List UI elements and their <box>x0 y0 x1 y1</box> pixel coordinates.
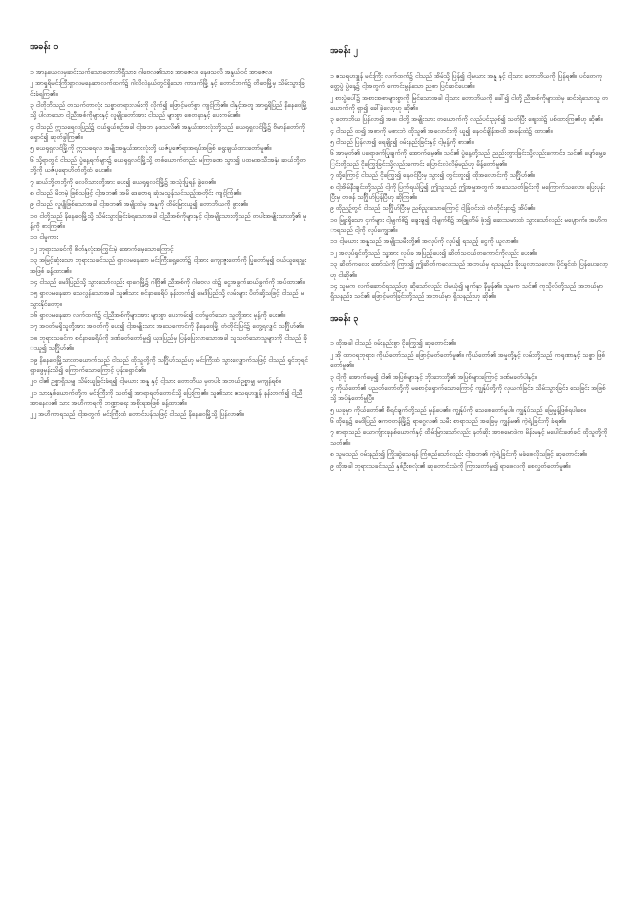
verse-list <box>30 67 308 420</box>
verse: ၁၀ ငါတို့သည် နိနေဝေမြို့သို့ သိမ်းသွားခြင်းခံရသောအခါ ငါ့ညီအစ်ကိုများနှင့် ငါ့အမျိုးသားတို့သည် တပါးအမျိုးသားတို့၏ မုန့်ကို စားကြ၏။ <box>30 211 307 231</box>
chapter-title: အခန်း ၁ <box>30 42 59 52</box>
verse: ၉ ထိုညဉ့်တွင် ငါသည် သင်္ဂြိုဟ်ပြီးမှ ညစ်ညူးသောကြောင့် ငါ့ခြံဝင်းထဲ တံတိုင်းနား၌ အိပ်၏။ <box>330 204 536 213</box>
verse: ၂၁ သားနှစ်ယောက်တို့က မင်းကြီးကို သတ်၍ အာရာရတ်တောင်သို့ ပြေးကြ၏။ သူ၏သား ဧသရဟဒ္ဒုန် နန်းတက်၍ ငါ့ညီ အာနေလ၏ သား အဟိကာရကို ဘဏ္ဍာရေး အစိုးရအဖြစ် ခန့်ထား၏။ <box>30 388 303 408</box>
chapter-block <box>30 42 308 420</box>
verse: ၁၃ ဆိတ်ကလေး အော်သံကို ကြား၍ ဤဆိတ်ကလေးသည် အဘယ်မှ ရသနည်း၊ ခိုးယူလာသလော၊ ပိုင်ရှင်ထံ ပြန်ပေးလော့ဟု ငါဆို၏။ <box>330 260 608 279</box>
verse: ၁၂ အလုပ်ရှင်တို့သည် သူ့အား လုပ်ခ အပြည့်ပေး၍ ဆိတ်သငယ်တကောင်ကိုလည်း ပေး၏။ <box>330 248 537 257</box>
verse: ၆ သို့ရာတွင် ငါသည် ပွဲနေ့ရက်များ၌ ယေရုရှလင်မြို့သို့ တစ်ယောက်တည်း မကြာခဏ သွား၍ ပထမအသီးအနှံ၊ ဆယ်ဘို့တဘို့ကို ယဇ်ပုရောဟိတ်တို့ထံ ပေး၏။ <box>30 155 306 175</box>
chapter-block <box>330 314 608 471</box>
verse: ၇ ထို့ကြောင့် ငါသည် ငိုကြွေး၍ နေဝင်ပြီးမှ သွား၍ တွင်းတူး၍ ထိုအလောင်းကို သင်္ဂြိုဟ်၏။ <box>330 171 535 180</box>
verse: ၃ တောဘိယ ပြန်လာ၍ အဖ၊ ငါတို့ အမျိုးသား တယောက်ကို လည်ပင်းညှစ်၍ သတ်ပြီး ဈေးထဲ၌ ပစ်ထားကြ၏ဟု ဆို၏။ <box>330 115 603 124</box>
verse: ၁ ဧသရဟဒ္ဒုန် မင်းကြီး လက်ထက်၌ ငါသည် အိမ်သို့ ပြန်၍ ငါ့မယား အန္န နှင့် ငါ့သား တောဘိယကို ပြန်ရ၏။ ပင်တေကုတ္တေပွဲ ပွဲနေ့၌ ငါ့အတွက် ကောင်းမွန်သော ညစာ ပြင်ဆင်ပေး၏။ <box>330 71 602 91</box>
verse: ၁၂ ဘုရားသခင်ကို စိတ်နှလုံးအကြွင်းမဲ့ အောက်မေ့သောကြောင့် <box>30 244 174 253</box>
verse: ၄ ကိုယ်တော်၏ ပညတ်တော်တို့ကို မစောင့်ရှောက်သောကြောင့် ကျွန်ုပ်တို့ကို လုယက်ခြင်း၊ သိမ်းသွားခြင်း၊ သေခြင်း အဖြစ်သို့ အပ်နှံတော်မူပြီ။ <box>330 383 606 403</box>
verse: ၄ ငါသည် ဣသရေလပြည်၌ ငယ်ရွယ်စဉ်အခါ ငါ့အဘ နဖသလိ၏ အနွယ်အားလုံးတို့သည် ယေရုရှလင်မြို့၌ ဗိမာန်တော်ကို ရှောင်၍ ဆုတ်ခွါကြ၏။ <box>30 122 306 142</box>
verse: ၂ အို ထာဝရဘုရား၊ ကိုယ်တော်သည် ဖြောင့်မတ်တော်မူ၏။ ကိုယ်တော်၏ အမှုတို့နှင့် လမ်းတို့သည် ကရုဏာနှင့် သစ္စာ ဖြစ်တော်မူ၏။ <box>330 350 606 370</box>
verse: ၅ ယခုမှာ ကိုယ်တော်၏ စီရင်ချက်တို့သည် မှန်ပေ၏။ ကျွန်ုပ်ကို သေစေတော်မူပါ။ ကျွန်ုပ်သည် မြေမှုန့်ဖြစ်ရပါစေ။ <box>330 405 586 414</box>
verse: ၁၆ ရှာလမနေဆာ လက်ထက်၌ ငါ့ညီအစ်ကိုများအား များစွာ ပေးကမ်း၍ ငတ်မွတ်သော သူတို့အား မုန့်ကို ပေး၏။ <box>30 311 286 320</box>
verse: ၅ ယေရုရှလင်မြို့ကို ဣသရေလ အမျိုးအနွယ်အားလုံးတို့ ယဇ်ပူဇော်ရာအရပ်အဖြစ် ရွေးချယ်ထားတော်မူ၏။ <box>30 144 272 153</box>
chapter-title: အခန်း ၂ <box>330 46 358 56</box>
verse: ၁၄ သူမက လက်ဆောင်ရသည်ဟု ဆိုသော်လည်း ငါမယုံ၍ မျက်နှာ နီမှုန်၏။ သူမက သင်၏ ကုသိုလ်တို့သည် အဘယ်မှာ ရှိသနည်း၊ သင်၏ ဖြောင့်မတ်ခြင်းတို့သည် အဘယ်မှာ ရှိသနည်းဟု ဆို၏။ <box>330 281 603 301</box>
verse: ၈ သူမသည် ဝမ်းနည်း၍ ကြိုးဆွဲသေရန် ကြံစည်သော်လည်း ငါ့အဘ၏ ကဲ့ရဲ့ခြင်းကို မခံစေလိုသဖြင့် ဆုတောင်း၏။ <box>330 450 587 459</box>
verse: ၁၈ ဘုရားသခင်က စင်နာခေရိပ်ကို ဒဏ်ခတ်တော်မူ၍ ယုဒပြည်မှ ပြန်ပြေးလာသောအခါ သူသတ်သောသူများကို ငါသည် ခိုးယူ၍ သင်္ဂြိုဟ်၏။ <box>30 333 307 353</box>
verse: ၁ ထိုအခါ ငါသည် ဝမ်းနည်းစွာ ငိုကြွေး၍ ဆုတောင်း၏။ <box>330 339 456 348</box>
verse: ၈ ငါ့အိမ်နီးချင်းတို့သည် ငါ့ကို ပြက်ရယ်ပြု၍ ဤသူသည် ဤအမှုအတွက် အသေသတ်ခြင်းကို မကြောက်သလော၊ ပြေးပုန်းပြီးမှ တဖန် သင်္ဂြိုဟ်ပြန်ပြီဟု ဆိုကြ၏။ <box>330 182 605 201</box>
chapter-block <box>330 46 608 302</box>
verse: ၁၁ ငါမူကား <box>30 233 59 242</box>
verse: ၂၂ အဟိကာရသည် ငါ့အတွက် မင်းကြီးထံ တောင်းပန်သဖြင့် ငါသည် နိနေဝေမြို့သို့ ပြန်လာ၏။ <box>30 410 244 419</box>
verse: ၉ ငါသည် လူပျိုဖြစ်သောအခါ ငါ့အဘ၏ အမျိုးထဲမှ အန္နကို ထိမ်းမြားယူ၍ တောဘိယကို ဖွား၏။ <box>30 200 248 209</box>
verse: ၆ ထိုနေ့၌ မေဒိပြည် ဧကဗတန်မြို့၌ ရာဂွေလ၏ သမီး စာရာသည် အခြေမှ ကျွန်မ၏ ကဲ့ရဲ့ခြင်းကို ခံရ၏။ <box>330 417 566 426</box>
verse: ၇ စာရာသည် ယောက်ျားခုနစ်ယောက်နှင့် ထိမ်းမြားသော်လည်း နတ်ဆိုး အာစမောဒဲက မိန်းမနှင့် မပေါင်းဖော်ခင် ထိုသူတို့ကို သတ်၏။ <box>330 428 608 447</box>
verse: ၁၃ အမြင့်ဆုံးသော ဘုရားသခင်သည် ရှာလမနေဆာ မင်းကြီးရှေ့တော်၌ ငါ့အား ကျေးဇူးတော်ကို ပြုတော်မူ၍ ဝယ်ယူရေးမှူးအဖြစ် ခန့်ထား၏။ <box>30 256 307 275</box>
verse: ၁၄ ငါသည် မေဒိပြည်သို့ သွားသော်လည်း ရာဂေမြို့၌ ဂါဗြိ၏ ညီအစ်ကို ဂါဗေလ ထံ၌ ငွေအခွက်ဆယ်ခွက်ကို အပ်ထား၏။ <box>30 277 305 286</box>
verse: ၁၀ မြူးရှိသော ငှက်များ ငါ့မျက်စိ၌ ချေးချ၍ ငါ့မျက်စိ၌ အဖြူတိမ် ဖုံး၍ ဆေးသမားထံ သွားသော်လည်း မပျောက်။ အဟိကာရသည် ငါ့ကို လုပ်ကျွေး၏။ <box>330 215 608 235</box>
verse: ၁၁ ငါ့မယား အန္နသည် အမျိုးသမီးတို့၏ အလုပ်ကို လုပ်၍ ရသည့် ငွေကို ယူလာ၏။ <box>330 237 519 246</box>
right-column <box>330 34 608 882</box>
verse: ၃ ငါ့ကို အောက်မေ့၍ ငါ၏ အပြစ်များနှင့် ဘိုးဘေးတို့၏ အပြစ်များကြောင့် ဒဏ်မခတ်ပါနှင့်။ <box>330 372 537 381</box>
verse: ၉ ထိုအခါ ဘုရားသခင်သည် နှစ်ဦးစလုံး၏ ဆုတောင်းသံကို ကြားတော်မူ၍ ရာဖေလကို စေလွှတ်တော်မူ၏။ <box>330 461 571 470</box>
verse: ၅ ငါသည် ပြန်လာ၍ ရေချိုး၍ ဝမ်းနည်းခြင်းနှင့် ငါ့မုန့်ကို စား၏။ <box>330 138 474 147</box>
verse: ၂ အာရှုရိမင်းကြီးရှာလမနေဆာလက်ထက်၌ ဂါလိလဲနယ်တွင်ရှိသော ကာဒက်မြို့ နှင့် တောင်ဘက်၌ တိဗေမြို့မှ သိမ်းသွားခြင်းခံရကြ၏။ <box>30 79 305 98</box>
verse-list <box>330 71 608 302</box>
verse: ၁၇ အဝတ်မရှိသူတို့အား အဝတ်ကို ပေး၍ ငါ့အမျိုးသား အသေကောင်ကို နိနေဝေမြို့ တံတိုင်းပြင်၌ တွေ့ရလျှင် သင်္ဂြိုဟ်၏။ <box>30 322 304 331</box>
verse: ၄ ငါသည် ထ၍ အစာကို မစားဘဲ ထိုသူ၏ အလောင်းကို ယူ၍ နေဝင်ချိန်အထိ အခန်းထဲ၌ ထား၏။ <box>330 126 553 135</box>
verse: ၈ ငါသည် မိဘမဲ့ ဖြစ်သဖြင့် ငါ့အဘ၏ အမိ ဒေဗောရ ဆုံးမသွန်သင်သည့်အတိုင်း ကျင့်ကြံ၏။ <box>30 188 242 197</box>
verse: ၆ အာမုတ်၏ ပရောဖက်ပြုချက်ကို အောက်မေ့၏။ သင်၏ ပွဲနေ့တို့သည် ညည်းတွားခြင်းသို့လည်းကောင်း၊ သင်၏ ပျော်မွေ့ခြင်းတို့သည် ငိုကြွေးခြင်းသို့လည်းကောင်း ပြောင်းလဲလိမ့်မည်ဟု မိန့်တော်မူ၏။ <box>330 149 606 168</box>
chapter-title: အခန်း ၃ <box>330 313 359 324</box>
verse: ၁၅ ရှာလမနေဆာ သေလွန်သောအခါ သူ၏သား စင်နာခေရိပ် နန်းတက်၍ မေဒိပြည်သို့ လမ်းများ ပိတ်ဆို့သဖြင့် ငါသည် မသွားနိုင်တော့။ <box>30 289 305 308</box>
verse: ၁၉ နိနေဝေမြို့သားတယောက်သည် ငါသည် ထိုသူတို့ကို သင်္ဂြိုဟ်သည်ဟု မင်းကြီးထံ သွားလျှောက်သဖြင့် ငါသည် ရှင်ဘုရင်ရှာဖွေမှန်းသိ၍ ကြောက်သောကြောင့် ပုန်းရှောင်၏။ <box>30 355 308 374</box>
verse: ၁ အာနယေလမှဆင်းသက်သောတောဘိရှီသား၊ ဂါဗေလ၏သား၊ အာဇေလ၊ နေဖသလိ အနွယ်ဝင် အာဇေလ၊ <box>30 67 272 76</box>
verse: ၇ ဆယ်ဘို့တဘို့ကို လေဝိသားတို့အား ပေး၍ ယေရုရှလင်မြို့၌ အသုံးပြုရန် ခွဲဝေ၏။ <box>30 177 216 186</box>
verse: ၃ ငါတိုဘိသည် တသက်တာလုံး သစ္စာတရားလမ်းကို လိုက်၍ ဖြောင့်မတ်စွာ ကျင့်ကြံ၏။ ငါနှင့်အတူ အာရှုရိပြည် နိနေဝေမြို့သို့ ပါလာသော ငါ့ညီအစ်ကိုများနှင့် လူမျိုးတော်အား ငါသည် များစွာ စေတနာနှင့် ပေးကမ်း၏။ <box>30 100 307 120</box>
verse-list <box>330 338 608 471</box>
verse: ၂၀ ငါ၏ ဥစ္စာရှိသမျှ သိမ်းယူခြင်းခံရ၍ ငါ့မယား အန္န နှင့် ငါ့သား တောဘိယ မှတပါး အဘယ်ဥစ္စာမျှ မကျန်ရစ်။ <box>30 377 281 386</box>
verse: ၂ စားပွဲပေါ်၌ အစားအစာများစွာကို မြင်သောအခါ ငါ့သား တောဘိယကို ခေါ်၍ ငါတို့ ညီအစ်ကိုများထဲမှ ဆင်းရဲသောသူ တယောက်ကို ရှာ၍ ခေါ်ခဲ့လော့ဟု ဆို၏။ <box>330 93 608 112</box>
left-column <box>30 34 308 882</box>
